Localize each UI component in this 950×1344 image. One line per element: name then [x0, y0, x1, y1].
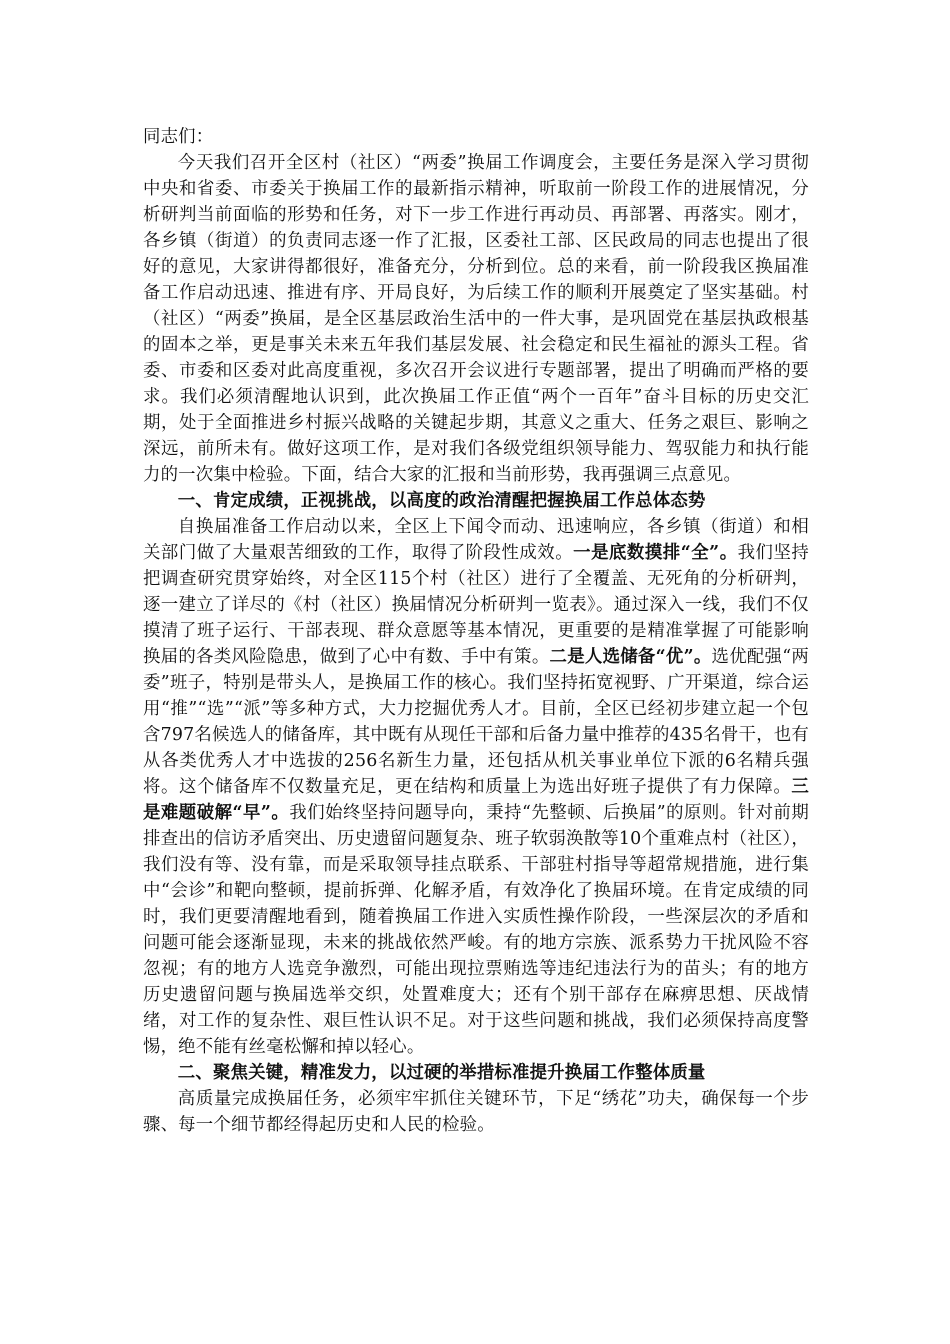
- greeting: 同志们：: [143, 127, 214, 147]
- point-2-label: 二是人选储备“优”。: [549, 647, 712, 667]
- section-1-text-2: 我们坚持把调查研究贯穿始终，对全区115个村（社区）进行了全覆盖、无死角的分析研判，逐一建立了详尽的《村（社区）换届情况分析研判一览表》。通过深入一线，我们不仅摸清了班子运行、干部表现、群众意愿等基本情况，更重要的是精准掌握了可能影响换届的各类风险隐患，做到了心中有数、手中有策。: [143, 543, 809, 667]
- section-1-heading: 一、肯定成绩，正视挑战，以高度的政治清醒把握换届工作总体态势: [177, 491, 706, 511]
- section-1-text-4: 我们始终坚持问题导向，秉持“先整顿、后换届”的原则。针对前期排查出的信访矛盾突出、历史遗留问题复杂、班子软弱涣散等10个重难点村（社区），我们没有等、没有靠，而是采取领导挂点联系、干部驻村指导等超常规措施，进行集中“会诊”和靶向整顿，提前拆弹、化解矛盾，有效净化了换届环境。在肯定成绩的同时，我们更要清醒地看到，随着换届工作进入实质性操作阶段，一些深层次的矛盾和问题可能会逐渐显现，未来的挑战依然严峻。有的地方宗族、派系势力干扰风险不容忽视；有的地方人选竞争激烈，可能出现拉票贿选等违纪违法行为的苗头；有的地方历史遗留问题与换届选举交织，处置难度大；还有个别干部存在麻痹思想、厌战情绪，对工作的复杂性、艰巨性认识不足。对于这些问题和挑战，我们必须保持高度警惕，绝不能有丝毫松懈和掉以轻心。: [143, 803, 809, 1057]
- section-2-paragraph: 高质量完成换届任务，必须牢牢抓住关键环节，下足“绣花”功夫，确保每一个步骤、每一个细节都经得起历史和人民的检验。: [143, 1089, 809, 1135]
- section-2-heading: 二、聚焦关键，精准发力，以过硬的举措标准提升换届工作整体质量: [177, 1063, 706, 1083]
- section-1-paragraph: [143, 514, 809, 1060]
- section-1-text-1: 自换届准备工作启动以来，全区上下闻令而动、迅速响应，各乡镇（街道）和相关部门做了大量艰苦细致的工作，取得了阶段性成效。: [143, 517, 809, 563]
- point-3-label: 三是难题破解“早”。: [143, 777, 809, 823]
- point-1-label: 一是底数摸排“全”。: [573, 543, 738, 563]
- section-1-text-3: 选优配强“两委”班子，特别是带头人，是换届工作的核心。我们坚持拓宽视野、广开渠道，综合运用“推”“选”“派”等多种方式，大力挖掘优秀人才。目前，全区已经初步建立起一个包含797名候选人的储备库，其中既有从现任干部和后备力量中推荐的435名骨干，也有从各类优秀人才中选拔的256名新生力量，还包括从机关事业单位下派的6名精兵强将。这个储备库不仅数量充足，更在结构和质量上为选出好班子提供了有力保障。: [143, 647, 809, 797]
- intro-paragraph: 今天我们召开全区村（社区）“两委”换届工作调度会，主要任务是深入学习贯彻中央和省委、市委关于换届工作的最新指示精神，听取前一阶段工作的进展情况，分析研判当前面临的形势和任务，对下一步工作进行再动员、再部署、再落实。刚才，各乡镇（街道）的负责同志逐一作了汇报，区委社工部、区民政局的同志也提出了很好的意见，大家讲得都很好，准备充分，分析到位。总的来看，前一阶段我区换届准备工作启动迅速、推进有序、开局良好，为后续工作的顺利开展奠定了坚实基础。村（社区）“两委”换届，是全区基层政治生活中的一件大事，是巩固党在基层执政根基的固本之举，更是事关未来五年我们基层发展、社会稳定和民生福祉的源头工程。省委、市委和区委对此高度重视，多次召开会议进行专题部署，提出了明确而严格的要求。我们必须清醒地认识到，此次换届工作正值“两个一百年”奋斗目标的历史交汇期，处于全面推进乡村振兴战略的关键起步期，其意义之重大、任务之艰巨、影响之深远，前所未有。做好这项工作，是对我们各级党组织领导能力、驾驭能力和执行能力的一次集中检验。下面，结合大家的汇报和当前形势，我再强调三点意见。: [143, 153, 809, 485]
- document-body: [143, 124, 809, 1138]
